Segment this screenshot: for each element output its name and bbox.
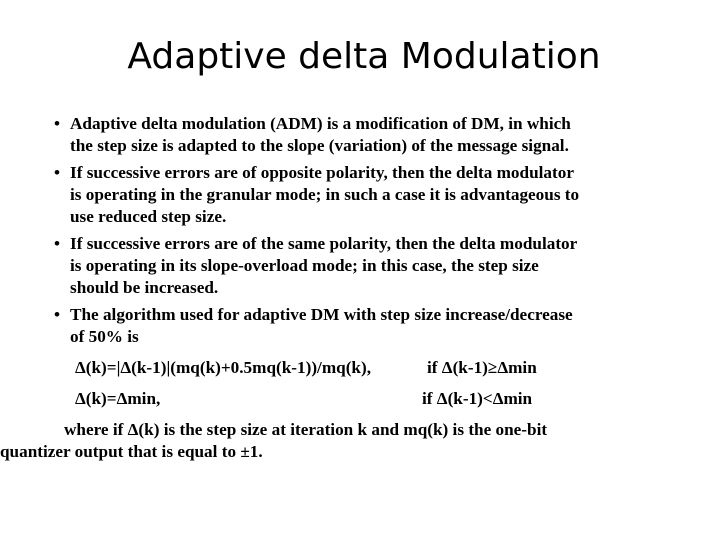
formula-expression: Δ(k)=Δmin, xyxy=(75,389,161,408)
formula-increase xyxy=(52,357,682,379)
bullet-icon: • xyxy=(54,234,61,253)
slide-title: Adaptive delta Modulation xyxy=(127,36,601,77)
formula-expression: Δ(k)=|Δ(k-1)|(mq(k)+0.5mq(k-1))/mq(k), xyxy=(75,358,372,377)
formula-condition: if Δ(k-1)<Δmin xyxy=(422,389,533,408)
bullet-icon: • xyxy=(54,305,61,324)
formula-minimum xyxy=(52,388,682,410)
bullet-item xyxy=(52,304,682,348)
bullet-text: of 50% is xyxy=(70,327,139,346)
slide-body xyxy=(0,113,682,463)
formula-condition: if Δ(k-1)≥Δmin xyxy=(427,358,537,377)
bullet-item xyxy=(52,233,682,299)
bullet-text: The algorithm used for adaptive DM with step size increase/decrease xyxy=(70,305,573,324)
bullet-text: If successive errors are of the same polarity, then the delta modulator xyxy=(70,234,578,253)
bullet-text: the step size is adapted to the slope (variation) of the message signal. xyxy=(70,136,569,155)
bullet-text: should be increased. xyxy=(70,278,219,297)
bullet-item xyxy=(52,162,682,228)
footnote-line: where if Δ(k) is the step size at iteration k and mq(k) is the one-bit xyxy=(64,420,548,439)
bullet-text: is operating in its slope-overload mode; in this case, the step size xyxy=(70,256,539,275)
bullet-icon: • xyxy=(54,114,61,133)
bullet-icon: • xyxy=(54,163,61,182)
bullet-item xyxy=(52,113,682,157)
footnote-line: quantizer output that is equal to ±1. xyxy=(0,442,263,461)
footnote xyxy=(0,419,682,463)
bullet-text: use reduced step size. xyxy=(70,207,227,226)
bullet-text: is operating in the granular mode; in such a case it is advantageous to xyxy=(70,185,580,204)
bullet-text: Adaptive delta modulation (ADM) is a modification of DM, in which xyxy=(70,114,571,133)
bullet-text: If successive errors are of opposite polarity, then the delta modulator xyxy=(70,163,574,182)
